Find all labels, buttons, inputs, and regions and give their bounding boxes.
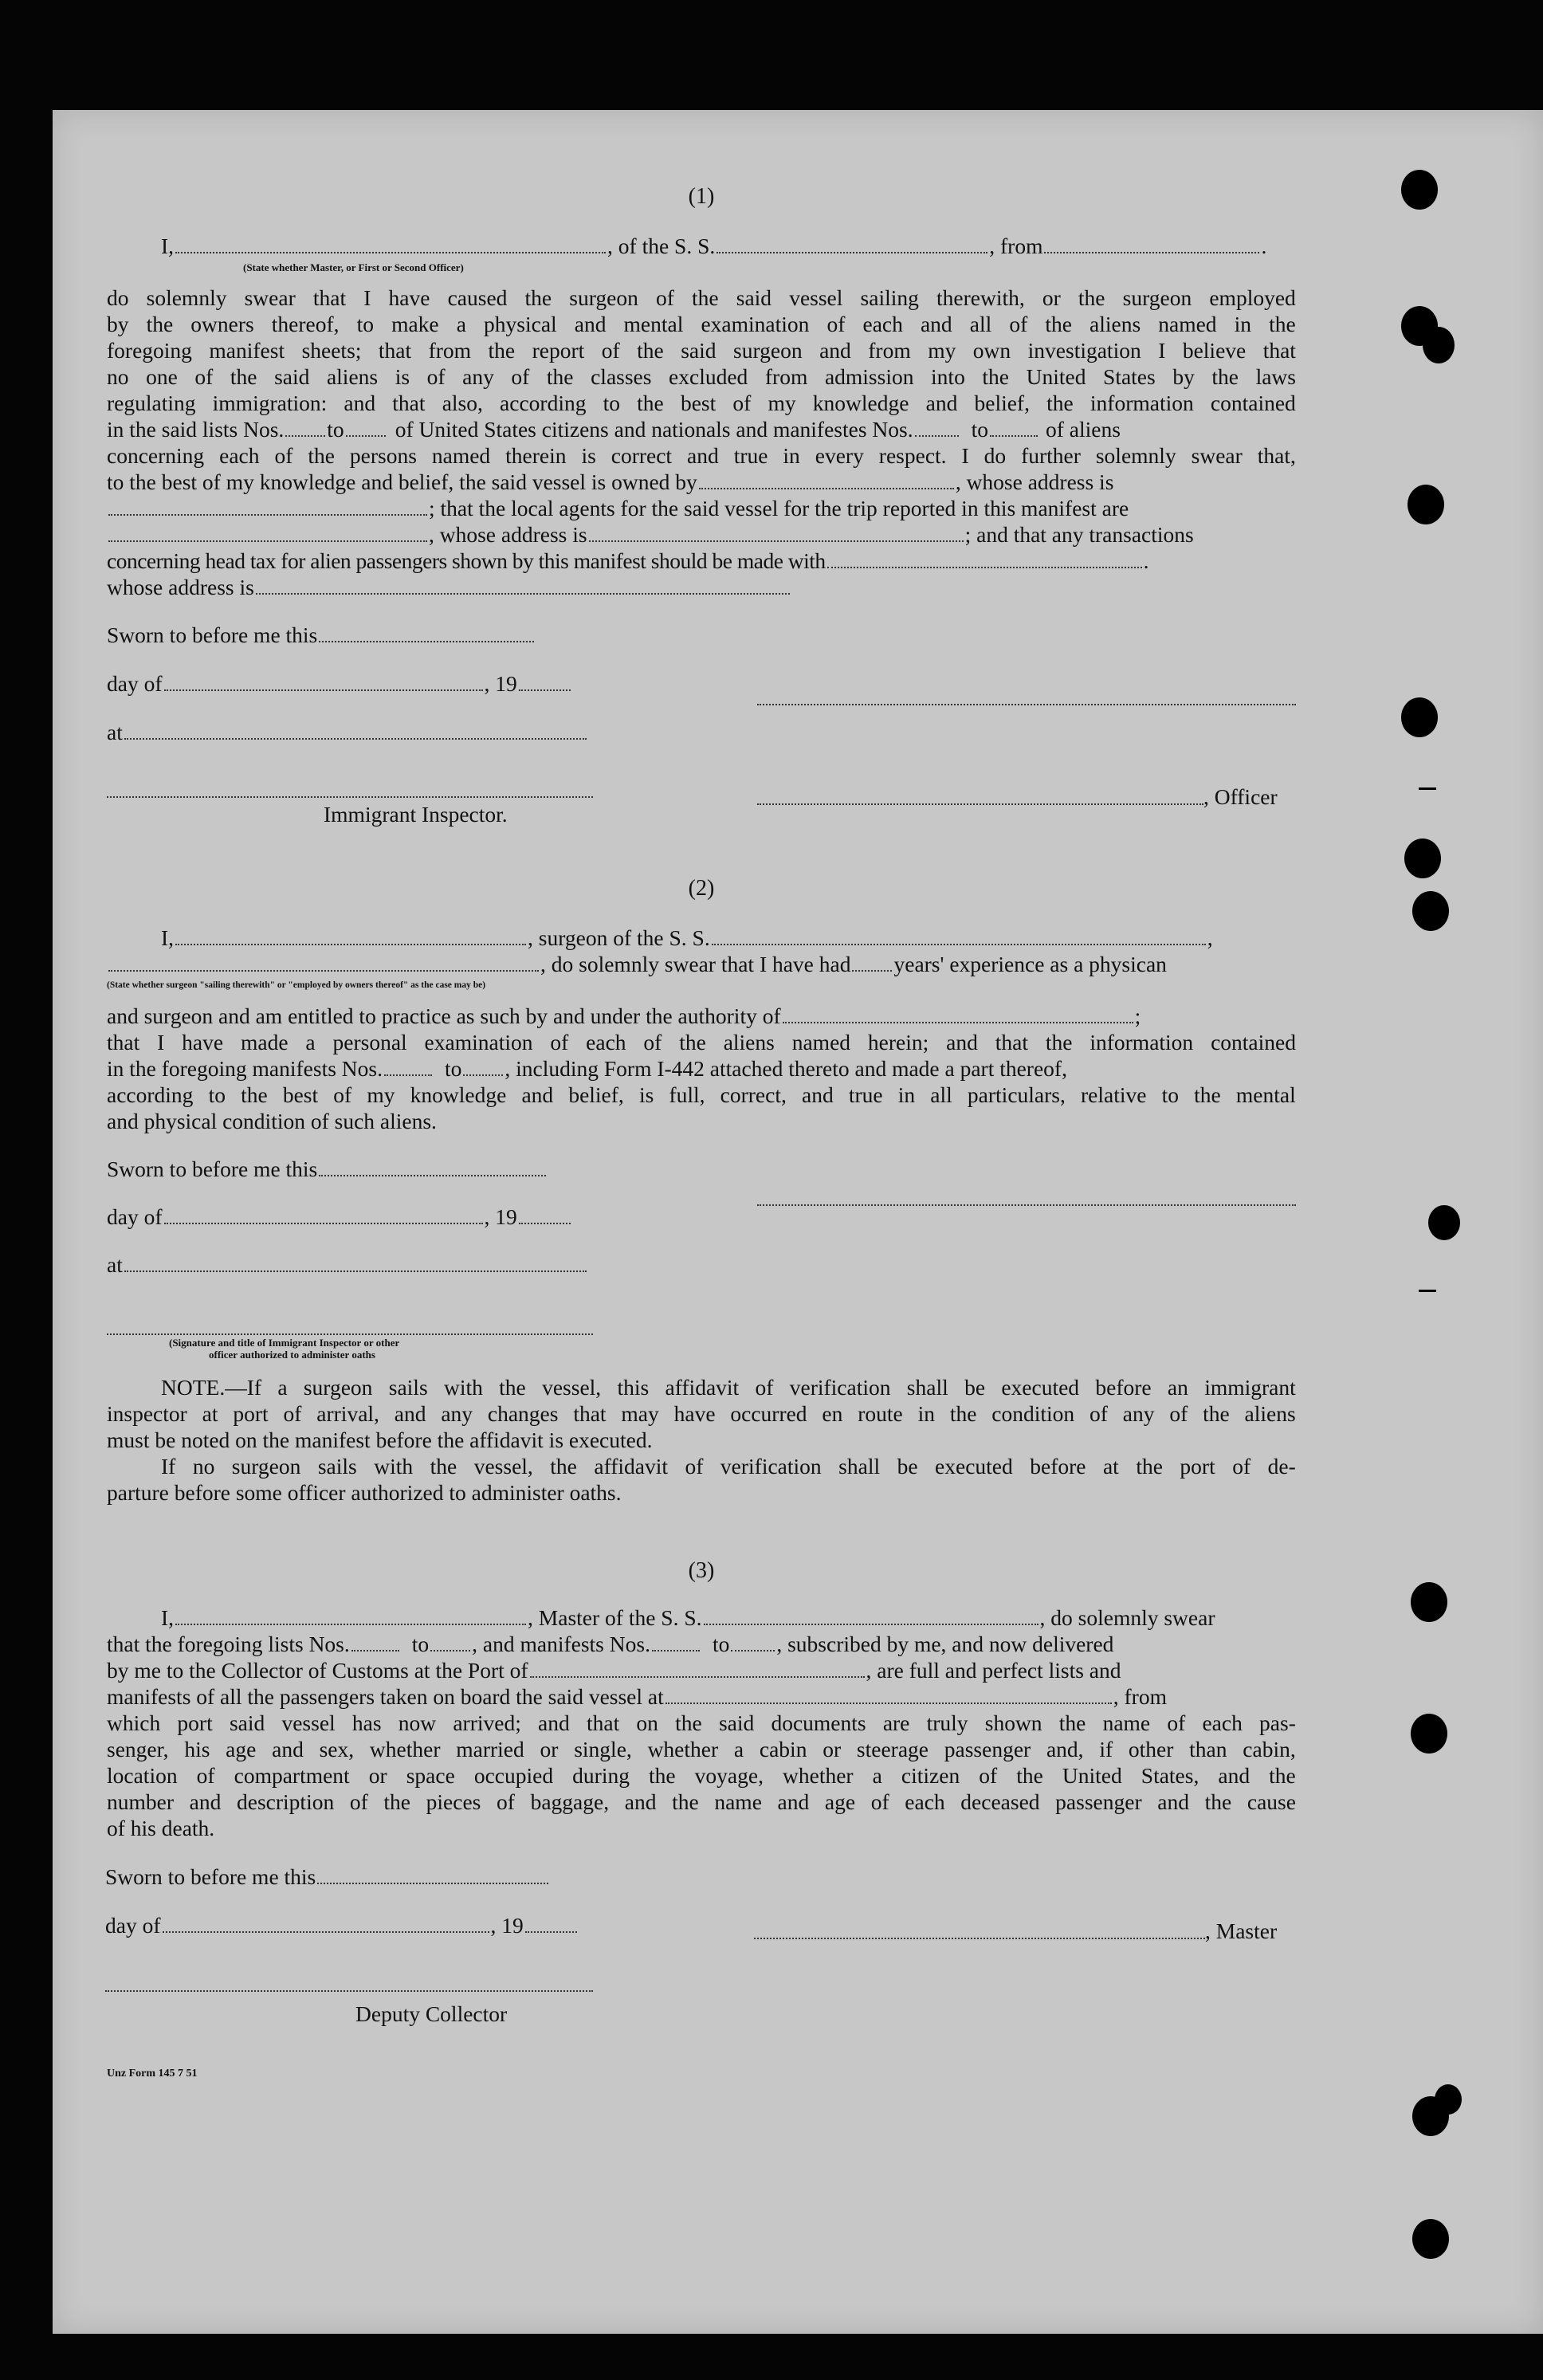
officer-signature-line-2[interactable] <box>757 803 1203 805</box>
inspector-signature-line[interactable] <box>107 1333 593 1335</box>
section-1-line-12: concerning head tax for alien passengers shown by this manifest should be made with . <box>107 548 1149 573</box>
deputy-signature-line[interactable] <box>105 1989 593 1992</box>
year-field[interactable] <box>525 1930 577 1933</box>
section-2-at: at <box>107 1251 588 1278</box>
note-line-5: parture before some officer authorized to administer oaths. <box>107 1480 622 1505</box>
officer-rank-field[interactable] <box>175 251 606 253</box>
place-field[interactable] <box>124 1270 587 1272</box>
section-3-body-2: senger, his age and sex, whether married or single, whether a cabin or steerage passenger and, if other than cabin, <box>107 1737 1296 1761</box>
officer-label: , Officer <box>1203 784 1278 809</box>
manifests-from-field[interactable] <box>652 1649 700 1651</box>
note-line-4: If no surgeon sails with the vessel, the affidavit of verification shall be executed before at the port of de- <box>161 1454 1296 1479</box>
local-agents-field[interactable] <box>108 540 427 542</box>
section-1-at: at <box>107 719 588 745</box>
lists-from-field[interactable] <box>285 434 325 437</box>
surgeon-name-field[interactable] <box>175 943 526 945</box>
section-2-line-1: I, , surgeon of the S. S. , <box>161 925 1213 950</box>
master-signature-line[interactable] <box>754 1937 1205 1939</box>
year-field[interactable] <box>519 689 571 691</box>
section-2-line-7: and physical condition of such aliens. <box>107 1109 437 1133</box>
master-name-field[interactable] <box>175 1623 526 1625</box>
customs-port-field[interactable] <box>530 1675 865 1678</box>
section-3-line-2: that the foregoing lists Nos. to , and manifests Nos. to , subscribed by me, and now delivered <box>107 1632 1114 1656</box>
section-1-body-5: regulating immigration: and that also, according to the best of my knowledge and belief, the information contained <box>107 391 1296 415</box>
officer-rank-caption: (State whether Master, or First or Second Officer) <box>243 261 464 273</box>
section-3-line-1: I, , Master of the S. S. , do solemnly swear <box>161 1605 1215 1630</box>
section-1-line-11: , whose address is ; and that any transactions <box>107 521 1296 548</box>
section-1-day: day of , 19 <box>107 670 572 697</box>
head-tax-address-field[interactable] <box>256 592 790 595</box>
section-3-line-4: manifests of all the passengers taken on board the said vessel at , from <box>107 1684 1167 1709</box>
section-2-sworn: Sworn to before me this <box>107 1156 548 1182</box>
note-line-1: NOTE.—If a surgeon sails with the vessel, this affidavit of verification shall be executed before an immigrant <box>161 1375 1296 1400</box>
manifests-to-field[interactable] <box>990 434 1038 437</box>
section-2-line-6: according to the best of my knowledge and belief, is full, correct, and true in all particulars, relative to the mental <box>107 1082 1296 1107</box>
section-1-body-2: by the owners thereof, to make a physical and mental examination of each and all of the aliens named in the <box>107 312 1296 336</box>
surgeon-manifests-to-field[interactable] <box>463 1074 503 1076</box>
section-2-line-5: in the foregoing manifests Nos. to , including Form I-442 attached thereto and made a part thereof, <box>107 1056 1067 1081</box>
section-1-line-9: to the best of my knowledge and belief, the said vessel is owned by , whose address is <box>107 469 1114 494</box>
section-1-line-8: concerning each of the persons named therein is correct and true in every respect. I do further solemnly swear that, <box>107 443 1296 468</box>
vessel-owner-field[interactable] <box>699 487 954 489</box>
vessel-name-field[interactable] <box>717 251 987 253</box>
place-field[interactable] <box>124 737 587 740</box>
form-number: Unz Form 145 7 51 <box>107 2068 198 2080</box>
section-3-line-3: by me to the Collector of Customs at the Port of , are full and perfect lists and <box>107 1658 1121 1683</box>
section-3-body-1: which port said vessel has now arrived; and that on the said documents are truly shown the name of each pas- <box>107 1710 1296 1735</box>
sworn-date-field[interactable] <box>317 1882 548 1884</box>
surgeon-vessel-field[interactable] <box>712 943 1206 945</box>
section-1-line-7: in the said lists Nos. to of United States citizens and nationals and manifestes Nos. to of aliens <box>107 417 1121 442</box>
officer-signature-line-1[interactable] <box>757 703 1296 705</box>
section-2-number: (2) <box>688 876 715 901</box>
day-month-field[interactable] <box>164 1222 483 1224</box>
lists-to-field[interactable] <box>430 1649 470 1651</box>
section-1-sworn: Sworn to before me this <box>107 622 536 648</box>
note-line-2: inspector at port of arrival, and any changes that may have occurred en route in the condition of any of the aliens <box>107 1401 1296 1426</box>
years-experience-field[interactable] <box>852 969 892 972</box>
master-vessel-field[interactable] <box>704 1623 1038 1625</box>
section-3-sworn: Sworn to before me this <box>105 1864 550 1890</box>
section-3-number: (3) <box>688 1558 715 1583</box>
inspector-signature-line[interactable] <box>107 795 593 798</box>
agents-address-field[interactable] <box>589 540 964 542</box>
section-2-line-3: and surgeon and am entitled to practice as such by and under the authority of ; <box>107 1003 1141 1028</box>
surgeon-type-caption: (State whether surgeon "sailing therewith" or "employed by owners thereof" as the case may be) <box>107 980 486 990</box>
owner-address-field[interactable] <box>108 513 427 516</box>
section-1-body-1: do solemnly swear that I have caused the surgeon of the said vessel sailing therewith, or the surgeon employed <box>107 285 1296 310</box>
signature-caption-2: officer authorized to administer oaths <box>209 1349 375 1361</box>
year-field[interactable] <box>519 1222 571 1224</box>
immigrant-inspector-label: Immigrant Inspector. <box>324 802 508 827</box>
sworn-date-field[interactable] <box>319 640 534 642</box>
section-2-line-2: , do solemnly swear that I have had years' experience as a physican <box>107 951 1296 977</box>
sworn-date-field[interactable] <box>319 1174 546 1176</box>
section-1-body-3: foregoing manifest sheets; that from the report of the said surgeon and from my own investigation I believe that <box>107 338 1296 363</box>
surgeon-type-field[interactable] <box>108 969 539 972</box>
manifests-to-field[interactable] <box>731 1649 775 1651</box>
origin-port-field[interactable] <box>1044 251 1259 253</box>
section-3-day: day of , 19 <box>105 1912 579 1938</box>
section-1-line-1: I, , of the S. S. , from . <box>161 234 1267 258</box>
section-3-body-4: number and description of the pieces of baggage, and the name and age of each deceased passenger and the cause <box>107 1789 1296 1814</box>
lists-to-field[interactable] <box>346 434 386 437</box>
section-1-line-13: whose address is <box>107 574 1296 600</box>
boarding-port-field[interactable] <box>665 1702 1112 1704</box>
day-month-field[interactable] <box>164 689 483 691</box>
note-line-3: must be noted on the manifest before the affidavit is executed. <box>107 1428 653 1452</box>
section-2-day: day of , 19 <box>107 1204 572 1230</box>
surgeon-manifests-from-field[interactable] <box>384 1074 432 1076</box>
section-1-line-10: ; that the local agents for the said vessel for the trip reported in this manifest are <box>107 495 1296 521</box>
section-3-body-3: location of compartment or space occupied during the voyage, whether a citizen of the United States, and the <box>107 1763 1296 1788</box>
surgeon-signature-line[interactable] <box>757 1204 1296 1206</box>
deputy-collector-label: Deputy Collector <box>355 2001 508 2026</box>
master-label: , Master <box>1205 1919 1278 1943</box>
practice-authority-field[interactable] <box>783 1021 1133 1023</box>
head-tax-contact-field[interactable] <box>827 566 1142 568</box>
lists-from-field[interactable] <box>351 1649 399 1651</box>
section-1-body-4: no one of the said aliens is of any of the classes excluded from admission into the United States by the laws <box>107 364 1296 389</box>
section-1-number: (1) <box>688 184 715 209</box>
section-2-line-4: that I have made a personal examination of each of the aliens named herein; and that the information contained <box>107 1030 1296 1055</box>
manifests-from-field[interactable] <box>915 434 959 437</box>
section-3-body-5: of his death. <box>107 1816 215 1840</box>
day-month-field[interactable] <box>163 1930 489 1933</box>
signature-caption-1: (Signature and title of Immigrant Inspector or other <box>169 1337 400 1349</box>
